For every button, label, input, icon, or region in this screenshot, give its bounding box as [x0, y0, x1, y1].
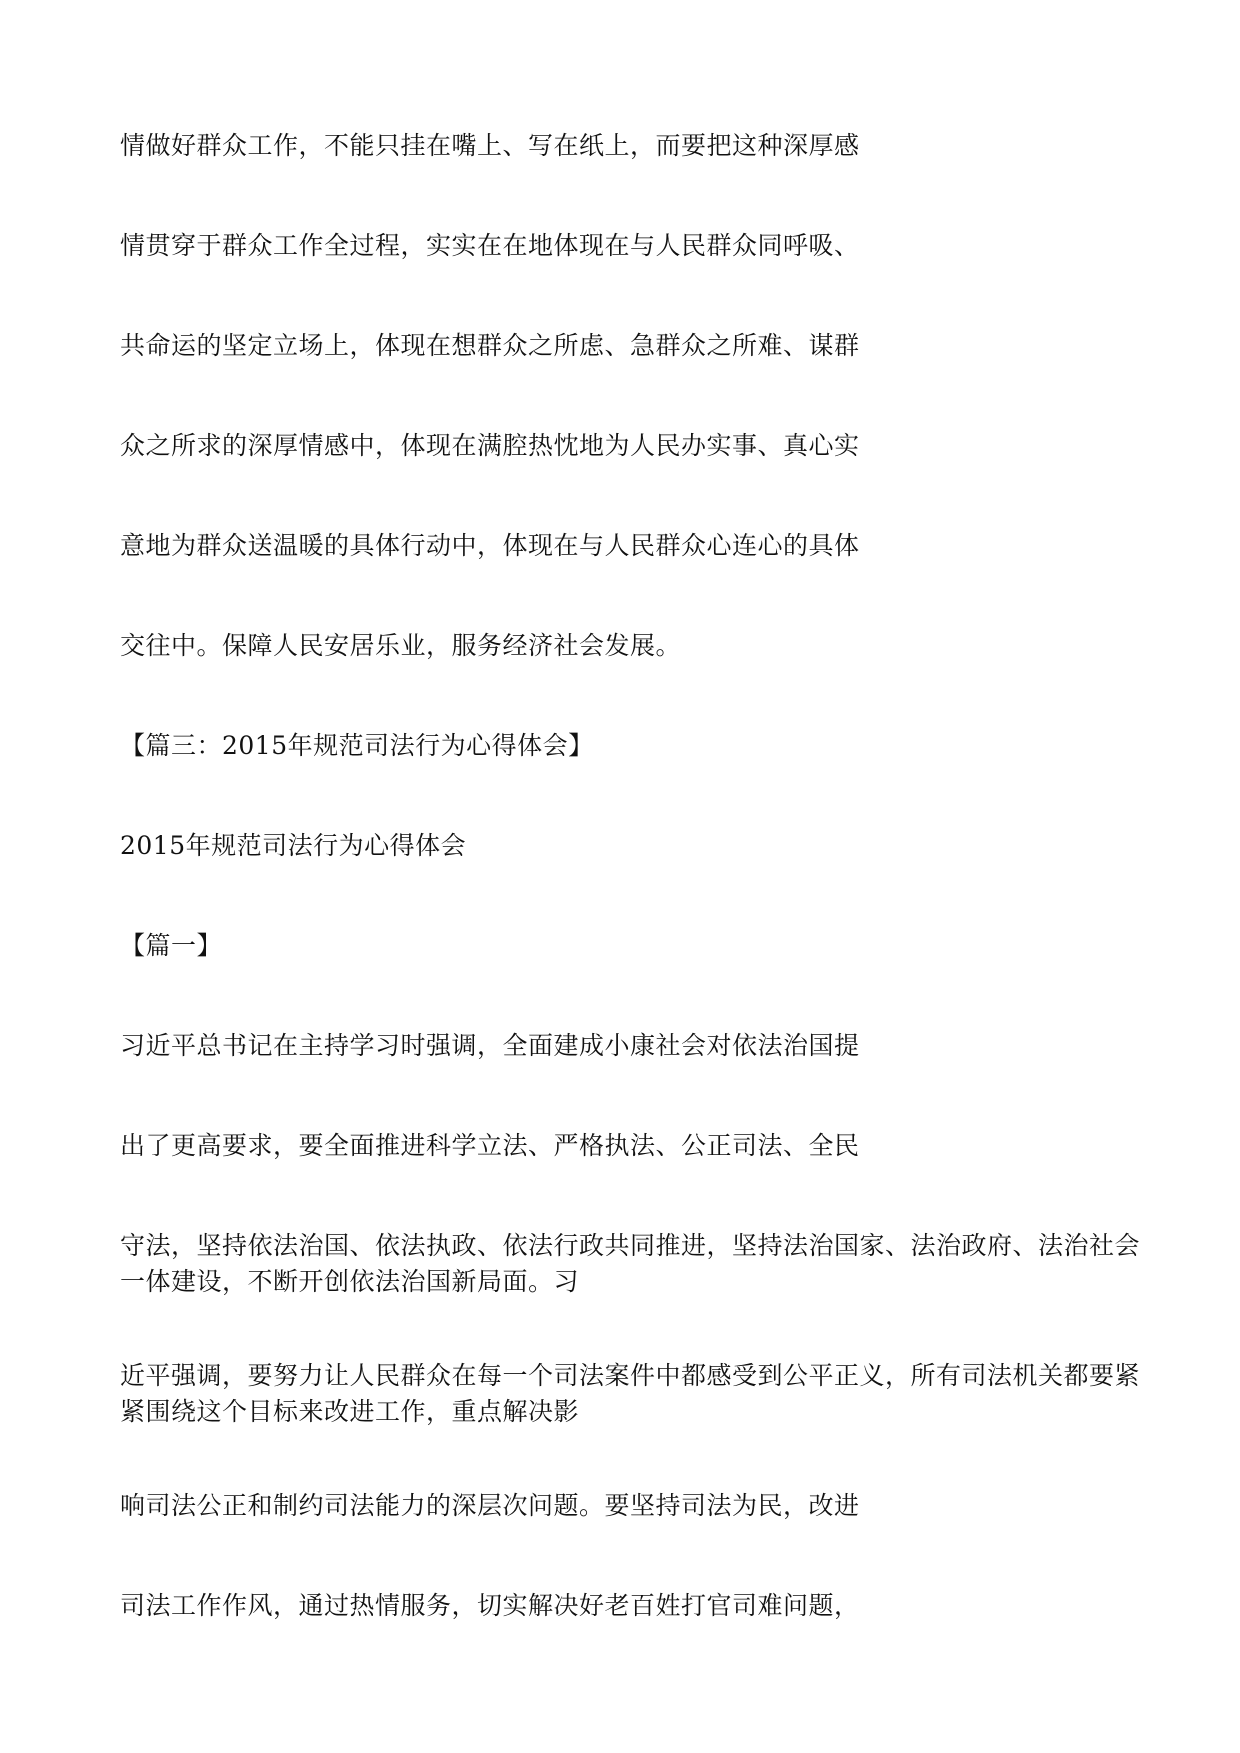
paragraph-line: 情贯穿于群众工作全过程，实实在在地体现在与人民群众同呼吸、 [120, 231, 860, 260]
paragraph-block [120, 1358, 1140, 1430]
paragraph-line: 司法工作作风，通过热情服务，切实解决好老百姓打官司难问题， [120, 1591, 860, 1620]
paragraph-block [120, 1228, 1140, 1300]
paragraph-line: 共命运的坚定立场上，体现在想群众之所虑、急群众之所难、谋群 [120, 331, 860, 360]
paragraph-line: 众之所求的深厚情感中，体现在满腔热忱地为人民办实事、真心实 [120, 431, 860, 460]
article-title: 2015年规范司法行为心得体会 [120, 831, 467, 860]
paragraph-line: 出了更高要求，要全面推进科学立法、严格执法、公正司法、全民 [120, 1131, 860, 1160]
paragraph-line: 近平强调，要努力让人民群众在每一个司法案件中都感受到公平正义，所有司法机关都要紧 [120, 1361, 1141, 1390]
section-heading: 【篇三：2015年规范司法行为心得体会】 [120, 731, 594, 760]
paragraph-line: 一体建设，不断开创依法治国新局面。习 [120, 1267, 580, 1296]
subsection-heading: 【篇一】 [120, 931, 223, 960]
paragraph-line: 紧围绕这个目标来改进工作，重点解决影 [120, 1397, 580, 1426]
paragraph-line: 习近平总书记在主持学习时强调，全面建成小康社会对依法治国提 [120, 1031, 860, 1060]
paragraph-line: 情做好群众工作，不能只挂在嘴上、写在纸上，而要把这种深厚感 [120, 131, 860, 160]
paragraph-line: 响司法公正和制约司法能力的深层次问题。要坚持司法为民，改进 [120, 1491, 860, 1520]
paragraph-line: 守法，坚持依法治国、依法执政、依法行政共同推进，坚持法治国家、法治政府、法治社会 [120, 1231, 1141, 1260]
paragraph-line: 意地为群众送温暖的具体行动中，体现在与人民群众心连心的具体 [120, 531, 860, 560]
paragraph-line: 交往中。保障人民安居乐业，服务经济社会发展。 [120, 631, 682, 660]
